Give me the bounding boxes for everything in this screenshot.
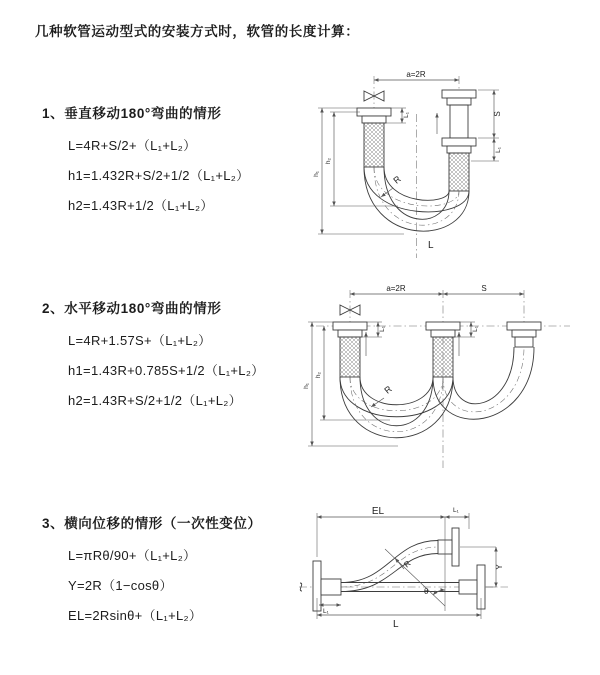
diagram-vertical-bend [302, 66, 592, 262]
formula-line: Y=2R（1−cosθ） [68, 578, 173, 593]
dimension-el [317, 506, 445, 557]
dim-label-a2r: a=2R [386, 284, 406, 293]
dim-label-h1: h₁ [313, 171, 320, 177]
formula-line: EL=2Rsinθ+（L₁+L₂） [68, 608, 203, 623]
page-title: 几种软管运动型式的安装方式时，软管的长度计算： [35, 24, 360, 39]
label-r: R [391, 173, 403, 186]
dim-label-s: S [493, 111, 502, 117]
dim-label-l1: L₁ [379, 326, 386, 332]
dimension-l [317, 598, 481, 630]
dim-label-h2: h₂ [325, 157, 332, 165]
dim-label-h1: h₁ [303, 383, 310, 389]
radius-label [395, 558, 413, 569]
formula-line: L=4R+1.57S+（L₁+L₂） [68, 333, 212, 348]
dim-label-y: Y [495, 564, 504, 570]
section-heading: 3、横向位移的情形（一次性变位） [42, 516, 262, 531]
dim-label-el: EL [371, 506, 385, 517]
formula-line: L=4R+S/2+（L₁+L₂） [68, 138, 197, 153]
dimension-l1-top [445, 507, 469, 529]
dimension-h1 [313, 108, 404, 234]
dim-label-l1: L₁ [495, 147, 502, 153]
section-vertical-bend [42, 104, 249, 228]
formula-line: L=πRθ/90+（L₁+L₂） [68, 548, 197, 563]
formula-line: h2=1.43R+S/2+1/2（L₁+L₂） [68, 393, 242, 408]
diagram-lateral-displacement [293, 503, 598, 648]
label-l: L [428, 240, 434, 251]
dim-label-s: S [481, 284, 487, 293]
dim-label-l: L [393, 619, 399, 630]
label-theta: θ [424, 587, 429, 596]
left-hose-end [333, 322, 367, 377]
dim-label-l1: L₁ [323, 608, 329, 615]
label-r: R [402, 558, 413, 570]
dim-label-l1: L₁ [403, 112, 410, 118]
section-heading: 1、垂直移动180°弯曲的情形 [42, 106, 222, 121]
hose-u-bend [340, 377, 453, 438]
dimension-h2 [325, 112, 398, 206]
dimension-a2r [374, 70, 459, 80]
radius-label [371, 383, 394, 407]
displaced-hose-end [438, 528, 459, 566]
left-hose-end [357, 108, 391, 167]
middle-hose-end [426, 322, 460, 377]
label-r: R [382, 383, 394, 396]
dim-label-h2: h₂ [315, 371, 322, 379]
formula-line: h2=1.43R+1/2（L₁+L₂） [68, 198, 214, 213]
right-hose-end [442, 90, 476, 191]
formula-line: h1=1.432R+S/2+1/2（L₁+L₂） [68, 168, 250, 183]
dimension-s [478, 90, 502, 138]
dimension-a2r [350, 284, 443, 294]
section-lateral-displacement [42, 514, 262, 638]
dim-label-l1: L₁ [453, 507, 459, 514]
section-horizontal-bend [42, 299, 264, 423]
dim-label-a2r: a=2R [406, 70, 426, 79]
dimension-l1-bottom [319, 605, 341, 615]
section-heading: 2、水平移动180°弯曲的情形 [42, 301, 222, 316]
dimension-s [443, 284, 524, 294]
right-hose-end [507, 322, 541, 347]
formula-line: h1=1.43R+0.785S+1/2（L₁+L₂） [68, 363, 265, 378]
angle-construction [385, 517, 445, 611]
hose-s-curve [341, 541, 438, 592]
diagram-horizontal-bend [298, 280, 598, 475]
dim-label-l1: L₁ [472, 326, 479, 332]
